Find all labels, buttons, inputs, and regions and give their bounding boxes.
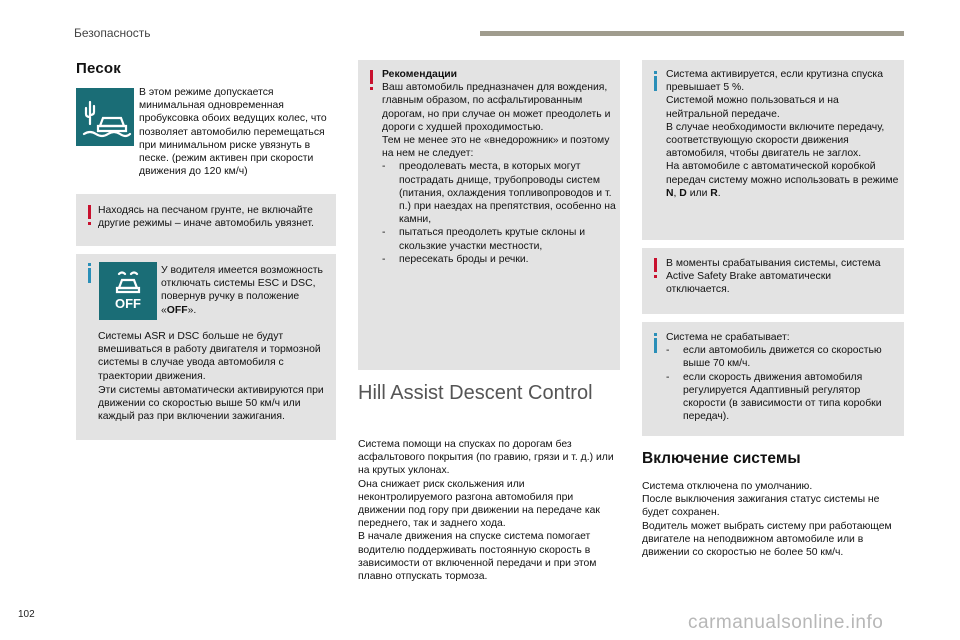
header-bar <box>480 31 904 36</box>
esc-info-p2: Системы ASR и DSC больше не будут вмешиваться в работу двигателя и тормозной системы в случае увода автомобиля с траектории движения. <box>98 331 321 382</box>
recommendations-content <box>382 68 616 266</box>
warning-icon <box>370 70 373 84</box>
off-label: OFF <box>115 296 141 311</box>
activation-p1: Система активируется, если крутизна спуска превышает 5 %. <box>666 69 883 94</box>
not-work-info-box <box>642 322 904 436</box>
esc-info-p1: У водителя имеется возможность отключать системы ESC и DSC, повернув ручку в положение «OFF». <box>161 265 323 316</box>
list-item: - преодолевать места, в которых могут пострадать днище, трубопроводы систем (питания, охлаждения топливопроводов и т. п.) при наездах на препятствия, особенно на камни, <box>382 160 616 226</box>
hill-assist-text <box>358 438 620 583</box>
activation-p4: На автомобиле с автоматической коробкой передач систему можно использовать в режиме N, D или R. <box>666 161 899 199</box>
activation-p3: В случае необходимости включите передачу, соответствующую скорости движения автомобиля, чтобы двигатель не заглох. <box>666 121 885 160</box>
recommendations-p2: Тем не менее это не «внедорожник» и поэтому на нем не следует: <box>382 135 610 160</box>
hill-p2: Она снижает риск скольжения или неконтролируемого разгона автомобиля при движении под гору при движении на передаче как переднего, так и заднего хода. <box>358 478 600 530</box>
recommendations-box <box>358 60 620 370</box>
asb-warning-text: В моменты срабатывания системы, система Active Safety Brake автоматически отключается. <box>666 258 881 296</box>
enable-p1: Система отключена по умолчанию. <box>642 481 813 492</box>
info-icon <box>88 268 91 283</box>
info-icon <box>654 76 657 91</box>
enable-text <box>642 480 904 559</box>
hill-p1: Система помощи на спусках по дорогам без асфальтового покрытия (по гравию, грязи и т. д.) или на крутых уклонах. <box>358 439 614 477</box>
watermark: carmanualsonline.info <box>688 612 884 633</box>
enable-p3: Водитель может выбрать систему при работающем двигателе на неподвижном автомобиле или в движении со скоростью не более 50 км/ч. <box>642 520 892 559</box>
sand-intro: В этом режиме допускается минимальная одновременная пробуксовка обоих ведущих колес, что позволяет автомобилю перемещаться при минимальном риске увязнуть в песке. (режим активен при скорости движения до 120 км/ч) <box>139 87 327 178</box>
activation-content <box>666 68 900 200</box>
list-item: - если автомобиль движется со скоростью выше 70 км/ч. <box>666 344 896 370</box>
recommendations-p1: Ваш автомобиль предназначен для вождения, главным образом, по асфальтированным дорогам, но при случае он может преодолеть и дороги с худшей проходимостью. <box>382 82 611 133</box>
hill-assist-heading: Hill Assist Descent Control <box>358 382 593 404</box>
activation-p2: Системой можно пользоваться и на нейтральной передаче. <box>666 95 839 120</box>
page-header <box>0 22 960 52</box>
not-work-content <box>666 331 896 423</box>
enable-p2: После выключения зажигания статус системы не будет сохранен. <box>642 494 880 519</box>
list-item: - если скорость движения автомобиля регулируется Адаптивный регулятор скорости (в зависимости от типа коробки передач). <box>666 371 896 424</box>
warning-icon <box>88 205 91 219</box>
sand-heading: Песок <box>76 60 121 77</box>
esc-info-p3: Эти системы автоматически активируются при движении со скоростью выше 50 км/ч или каждый раз при включении зажигания. <box>98 385 324 423</box>
info-icon <box>654 338 657 353</box>
section-title: Безопасность <box>74 26 151 40</box>
sand-warning-text: Находясь на песчаном грунте, не включайте другие режимы – иначе автомобиль увязнет. <box>98 205 314 230</box>
warning-icon <box>654 258 657 272</box>
hill-p3: В начале движения на спуске система помогает водителю поддерживать постоянную скорость в зависимости от включенной передачи и при этом плавно отпускать тормоза. <box>358 531 597 583</box>
activation-info-box <box>642 60 904 240</box>
sand-mode-icon <box>76 88 134 146</box>
not-work-intro: Система не срабатывает: <box>666 332 790 343</box>
list-item: - пересекать броды и речки. <box>382 253 616 266</box>
asb-warning-box <box>642 248 904 314</box>
sand-warning-box <box>76 194 336 246</box>
esc-off-icon <box>99 262 157 320</box>
enable-heading: Включение системы <box>642 450 801 467</box>
page-number: 102 <box>18 609 35 620</box>
recommendations-title: Рекомендации <box>382 69 458 80</box>
list-item: - пытаться преодолеть крутые склоны и скользкие участки местности, <box>382 226 616 252</box>
